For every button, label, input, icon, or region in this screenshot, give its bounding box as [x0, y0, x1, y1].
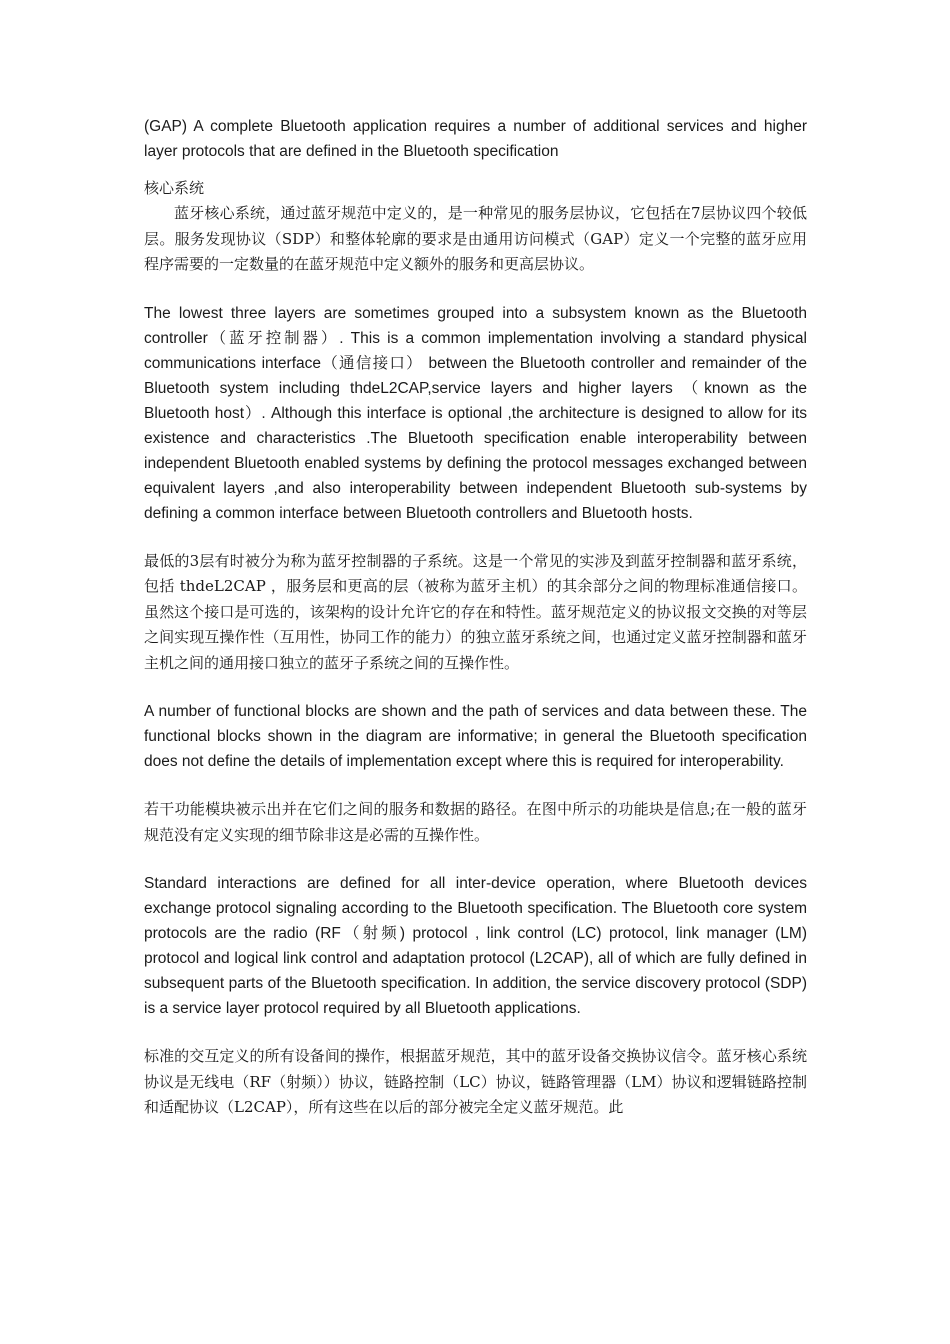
paragraph-controller-zh: 最低的3层有时被分为称为蓝牙控制器的子系统。这是一个常见的实涉及到蓝牙控制器和蓝牙系统，包括 thdeL2CAP ，服务层和更高的层（被称为蓝牙主机）的其余部分之间的物理标准通信接口。虽然这个接口是可选的，该架构的设计允许它的存在和特性。蓝牙规范定义的协议报文交换的对等层之间实现互操作性（互用性，协同工作的能力）的独立蓝牙系统之间，也通过定义蓝牙控制器和蓝牙主机之间的通用接口独立的蓝牙子系统之间的互操作性。	[144, 551, 807, 672]
paragraph-gap-intro: (GAP) A complete Bluetooth application requires a number of additional services and higher layer protocols that are defined in the Bluetooth specification	[144, 118, 807, 160]
paragraph-controller-en: The lowest three layers are sometimes grouped into a subsystem known as the Bluetooth controller（蓝牙控制器）. This is a common implementation involving a standard physical communications interface（通信接口） between the Bluetooth controller and remainder of the Bluetooth system including thdeL2CAP,service layers and higher layers （known as the Bluetooth host）. Although this interface is optional ,the architecture is designed to allow for its existence and characteristics .The Bluetooth specification enable interoperability between independent Bluetooth enabled systems by defining the protocol messages exchanged between equivalent layers ,and also interoperability between independent Bluetooth sub-systems by defining a common interface between Bluetooth controllers and Bluetooth hosts.	[144, 304, 807, 522]
section-heading-core-system: 核心系统	[144, 179, 205, 197]
paragraph-interactions-en: Standard interactions are defined for all inter-device operation, where Bluetooth devices exchange protocol signaling according to the Bluetooth specification. The Bluetooth core system protocols are the radio (RF（射频) protocol , link control (LC) protocol, link manager (LM) protocol and logical link control and adaptation protocol (L2CAP), all of which are fully defined in subsequent parts of the Bluetooth specification. In addition, the service discovery protocol (SDP) is a service layer protocol required by all Bluetooth applications.	[144, 875, 807, 1017]
paragraph-functional-blocks-en: A number of functional blocks are shown and the path of services and data between these. The functional blocks shown in the diagram are informative; in general the Bluetooth specification does not define the details of implementation except where this is required for interoperability.	[144, 703, 807, 770]
paragraph-interactions-zh: 标准的交互定义的所有设备间的操作，根据蓝牙规范，其中的蓝牙设备交换协议信令。蓝牙核心系统协议是无线电（RF（射频））协议，链路控制（LC）协议，链路管理器（LM）协议和逻辑链路控制和适配协议（L2CAP），所有这些在以后的部分被完全定义蓝牙规范。此	[144, 1047, 807, 1116]
paragraph-core-system-zh: 蓝牙核心系统，通过蓝牙规范中定义的，是一种常见的服务层协议，它包括在7层协议四个较低层。服务发现协议（SDP）和整体轮廓的要求是由通用访问模式（GAP）定义一个完整的蓝牙应用程序需要的一定数量的在蓝牙规范中定义额外的服务和更高层协议。	[144, 204, 807, 273]
paragraph-functional-blocks-zh: 若干功能模块被示出并在它们之间的服务和数据的路径。在图中所示的功能块是信息;在一般的蓝牙规范没有定义实现的细节除非这是必需的互操作性。	[144, 800, 807, 844]
document-page	[144, 114, 807, 1121]
